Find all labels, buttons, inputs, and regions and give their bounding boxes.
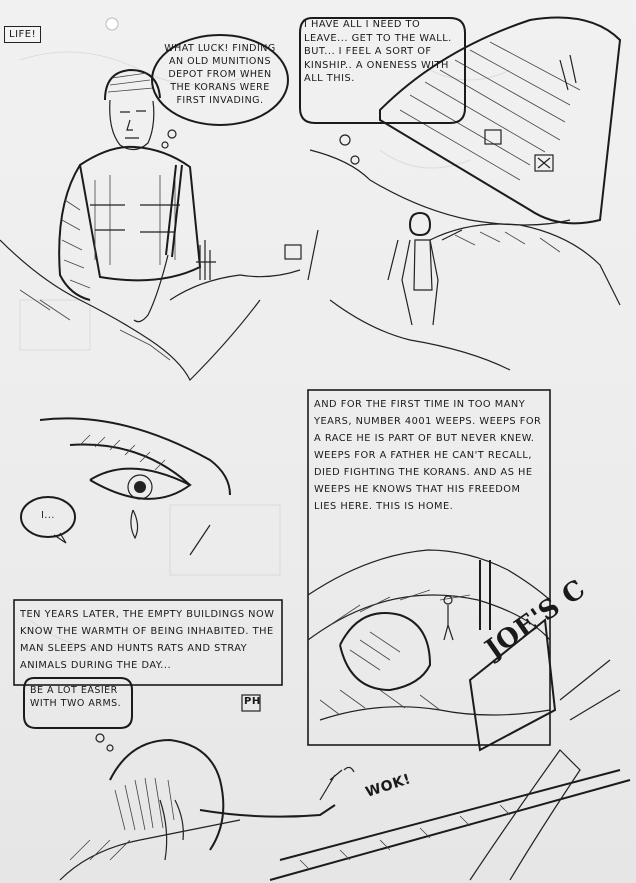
balloon-what-luck-text: WHAT LUCK! FINDING AN OLD MUNITIONS DEPOT FROM WHEN THE KORANS WERE FIRST INVADING. (164, 43, 276, 106)
soldier-figure (0, 70, 300, 380)
wooden-beam (270, 660, 630, 880)
caption-first-time: AND FOR THE FIRST TIME IN TOO MANY YEARS, NUMBER 4001 WEEPS. WEEPS FOR A RACE HE IS PART OF BUT NEVER KNEW. WEEPS FOR A FATHER HE CAN'T RECALL, DIED FIGHTING THE KORANS. AND AS HE WEEPS HE KNOWS THAT HIS FREEDOM LIES HERE. THIS IS HOME. (314, 399, 542, 512)
sfx-wok: WOK! (363, 771, 413, 801)
eye-closeup (40, 418, 230, 555)
bearded-man (60, 740, 354, 880)
signature-mark: PH (244, 696, 261, 707)
balloon-i-dots-text: I... (41, 510, 55, 521)
balloon-easier-text: BE A LOT EASIER WITH TWO ARMS. (30, 685, 122, 709)
caption-ten-years: TEN YEARS LATER, THE EMPTY BUILDINGS NOW KNOW THE WARMTH OF BEING INHABITED. THE MAN SLEEPS AND HUNTS RATS AND STRAY ANIMALS DURING THE DAY... (20, 609, 275, 671)
sign-joes: JOE'S C (480, 574, 592, 665)
balloon-have-all-text: I HAVE ALL I NEED TO LEAVE... GET TO THE WALL. BUT... I FEEL A SORT OF KINSHIP.. A ONENESS WITH ALL THIS. (304, 19, 452, 84)
tag-life: LIFE! (4, 26, 41, 43)
punch-hole-top (106, 18, 118, 30)
